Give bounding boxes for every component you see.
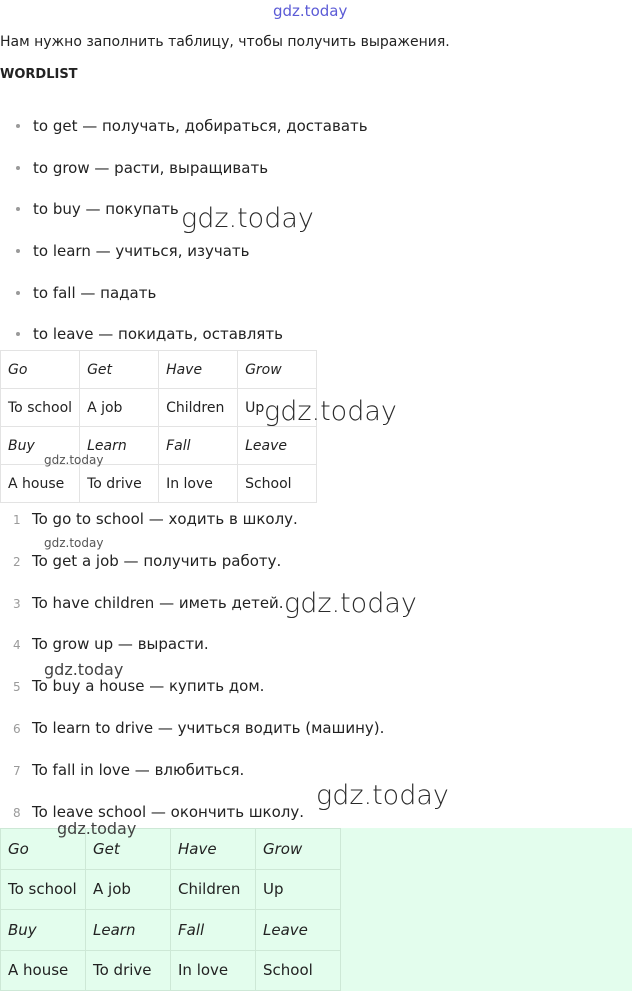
item-number: 3: [13, 596, 21, 611]
list-item: [0, 498, 384, 540]
table-row: [1, 910, 341, 951]
answer-text: To fall in love — влюбиться.: [32, 760, 245, 779]
watermark: gdz.today: [284, 588, 417, 619]
table-cell: Fall: [159, 427, 238, 465]
table-cell: Get: [80, 351, 159, 389]
table-cell: Grow: [256, 829, 341, 870]
table-cell: In love: [159, 465, 238, 503]
watermark: gdz.today: [44, 536, 104, 550]
table-cell: A house: [1, 465, 80, 503]
answer-text: To buy a house — купить дом.: [32, 677, 265, 696]
table-row: [1, 465, 317, 503]
bullet-icon: [16, 166, 20, 170]
item-number: 1: [13, 513, 21, 527]
table-cell: Learn: [80, 427, 159, 465]
wordlist-title: WORDLIST: [0, 67, 78, 82]
list-item: [0, 313, 368, 355]
table-cell: A job: [80, 389, 159, 427]
table-cell: To school: [1, 869, 86, 910]
table-cell: In love: [171, 950, 256, 991]
table-cell: Up: [256, 869, 341, 910]
bullet-icon: [16, 124, 20, 128]
list-item: [0, 105, 368, 147]
table-cell: To drive: [80, 465, 159, 503]
item-number: 4: [13, 638, 21, 653]
table-cell: A house: [1, 950, 86, 991]
bullet-icon: [16, 207, 20, 211]
watermark: gdz.today: [264, 396, 397, 427]
bullet-icon: [16, 291, 20, 295]
answer-table: [0, 828, 341, 991]
table-row: [1, 869, 341, 910]
wordlist-entry: to learn — учиться, изучать: [33, 242, 250, 261]
list-item: [0, 272, 368, 314]
table-cell: Children: [159, 389, 238, 427]
intro-text: Нам нужно заполнить таблицу, чтобы получить выражения.: [0, 34, 450, 50]
table-cell: A job: [86, 869, 171, 910]
watermark: gdz.today: [316, 780, 449, 811]
answer-text: To grow up — вырасти.: [32, 635, 209, 654]
table-row: [1, 351, 317, 389]
wordlist-entry: to grow — расти, выращивать: [33, 158, 269, 177]
table-cell: Leave: [238, 427, 317, 465]
watermark: gdz.today: [57, 819, 137, 838]
watermark: gdz.today: [44, 660, 124, 679]
table-cell: Go: [1, 829, 86, 870]
table-row: [1, 829, 341, 870]
table-cell: Leave: [256, 910, 341, 951]
item-number: 6: [13, 721, 21, 736]
answer-text: To have children — иметь детей.: [32, 593, 284, 612]
table-cell: Buy: [1, 427, 80, 465]
answer-text: To get a job — получить работу.: [32, 551, 282, 570]
table-cell: Grow: [238, 351, 317, 389]
table-cell: Buy: [1, 910, 86, 951]
bullet-icon: [16, 249, 20, 253]
table-cell: Have: [171, 829, 256, 870]
wordlist-entry: to buy — покупать: [33, 200, 179, 219]
table-cell: Children: [171, 869, 256, 910]
wordlist-entry: to fall — падать: [33, 283, 157, 302]
site-logo[interactable]: gdz.today: [273, 2, 348, 20]
table-cell: Learn: [86, 910, 171, 951]
bullet-icon: [16, 332, 20, 336]
table-cell: To drive: [86, 950, 171, 991]
item-number: 8: [13, 805, 21, 820]
table-cell: Get: [86, 829, 171, 870]
table-cell: To school: [1, 389, 80, 427]
table-cell: School: [238, 465, 317, 503]
answer-text: To leave school — окончить школу.: [32, 802, 305, 821]
item-number: 2: [13, 554, 21, 569]
item-number: 7: [13, 763, 21, 778]
wordlist-entry: to get — получать, добираться, доставать: [33, 117, 368, 135]
table-cell: Up: [238, 389, 317, 427]
list-item: [0, 707, 384, 749]
table-cell: School: [256, 950, 341, 991]
wordlist-entry: to leave — покидать, оставлять: [33, 325, 283, 344]
table-cell: Go: [1, 351, 80, 389]
list-item: [0, 230, 368, 272]
list-item: [0, 623, 384, 665]
table-cell: Have: [159, 351, 238, 389]
table-cell: Fall: [171, 910, 256, 951]
item-number: 5: [13, 680, 21, 695]
answer-text: To go to school — ходить в школу.: [32, 510, 298, 528]
list-item: [0, 147, 368, 189]
watermark: gdz.today: [181, 203, 314, 234]
answer-text: To learn to drive — учиться водить (машину).: [32, 718, 385, 737]
table-row: [1, 950, 341, 991]
watermark: gdz.today: [44, 453, 104, 467]
